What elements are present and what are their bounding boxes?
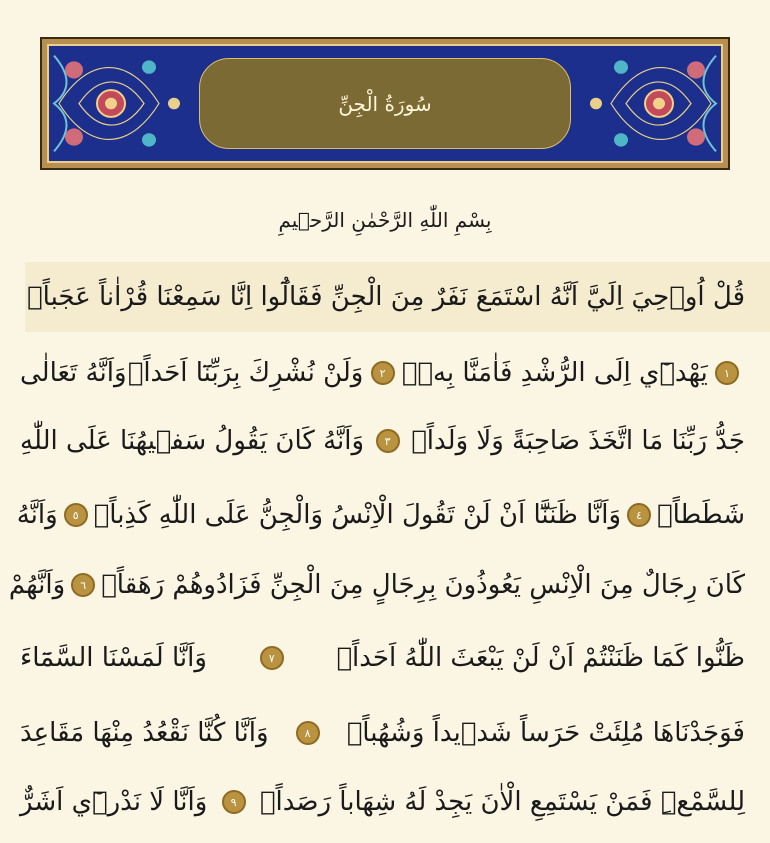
basmala: بِسْمِ اللّٰهِ الرَّحْمٰنِ الرَّح۪يمِ	[278, 208, 492, 232]
ayah-number-marker[interactable]: ٧	[260, 646, 284, 670]
floral-ornament-right	[571, 46, 721, 161]
verse-line-4[interactable]	[0, 485, 770, 545]
verse-line-6[interactable]	[0, 628, 770, 688]
ayah-number-marker[interactable]: ٥	[64, 503, 88, 527]
verse-text: يَهْد۪ٓي اِلَى الرُّشْدِ فَاٰمَنَّا بِه۪ۜ	[401, 358, 708, 388]
verse-text: وَاَنَّا لَا نَدْر۪ٓي اَشَرٌّ	[20, 787, 208, 817]
verse-text: فَوَجَدْنَاهَا مُلِئَتْ حَرَساً شَد۪يداً وَشُهُباًۙ	[346, 718, 745, 748]
surah-header-frame	[47, 44, 723, 163]
verse-text: ظَنُّوا كَمَا ظَنَنْتُمْ اَنْ لَنْ يَبْعَثَ اللّٰهُ اَحَداًۙ	[336, 643, 745, 673]
verse-line-1[interactable]	[0, 267, 770, 327]
verse-line-8[interactable]	[0, 772, 770, 832]
verse-line-2[interactable]	[0, 343, 770, 403]
ayah-number-marker[interactable]: ٢	[371, 361, 395, 385]
surah-header-banner	[40, 37, 730, 170]
verse-text: وَاَنَّهُمْ	[8, 570, 66, 600]
verse-text: قُلْ اُو۫حِيَ اِلَيَّ اَنَّهُ اسْتَمَعَ نَفَرٌ مِنَ الْجِنِّ فَقَالُٓوا اِنَّا سَمِعْنَا قُرْاٰناً عَجَباًۙ	[27, 282, 745, 312]
ayah-number-marker[interactable]: ٤	[627, 503, 651, 527]
surah-title-cartouche	[199, 58, 571, 149]
verse-text: كَانَ رِجَالٌ مِنَ الْاِنْسِ يَعُوذُونَ بِرِجَالٍ مِنَ الْجِنِّ فَزَادُوهُمْ رَهَقاًۙ	[101, 570, 745, 600]
ayah-number-marker[interactable]: ٦	[71, 573, 95, 597]
ayah-number-marker[interactable]: ١	[715, 361, 739, 385]
ayah-number-marker[interactable]: ٨	[296, 721, 320, 745]
ayah-number-marker[interactable]: ٣	[376, 429, 400, 453]
ayah-number-marker[interactable]: ٩	[222, 790, 246, 814]
verse-text: وَاَنَّا لَمَسْنَا السَّمَٓاءَ	[20, 643, 207, 673]
verse-text: وَاَنَّا ظَنَنَّٓا اَنْ لَنْ تَقُولَ الْاِنْسُ وَالْجِنُّ عَلَى اللّٰهِ كَذِباًۙ	[93, 500, 622, 530]
verse-line-5[interactable]	[0, 555, 770, 615]
verse-text: وَاَنَّهُ	[16, 500, 58, 530]
verse-text: وَاَنَّا كُنَّا نَقْعُدُ مِنْهَا مَقَاعِدَ	[20, 718, 269, 748]
verse-text: وَاَنَّهُ تَعَالٰى	[20, 358, 127, 388]
verse-text: وَاَنَّهُ كَانَ يَقُولُ سَف۪يهُنَا عَلَى اللّٰهِ	[20, 426, 365, 456]
floral-ornament-left	[49, 46, 199, 161]
verse-text: لِلسَّمْعِۜ فَمَنْ يَسْتَمِعِ الْاٰنَ يَجِدْ لَهُ شِهَاباً رَصَداًۙ	[259, 787, 745, 817]
verse-text: جَدُّ رَبِّنَا مَا اتَّخَذَ صَاحِبَةً وَلَا وَلَداًۙ	[411, 426, 745, 456]
verse-text: شَطَطاًۙ	[657, 500, 745, 530]
verse-text: وَلَنْ نُشْرِكَ بِرَبِّنَٓا اَحَداًۙ	[127, 358, 364, 388]
surah-title: سُورَةُ الْجِنِّ	[338, 91, 432, 116]
verse-line-3[interactable]	[0, 411, 770, 471]
verse-line-7[interactable]	[0, 703, 770, 763]
